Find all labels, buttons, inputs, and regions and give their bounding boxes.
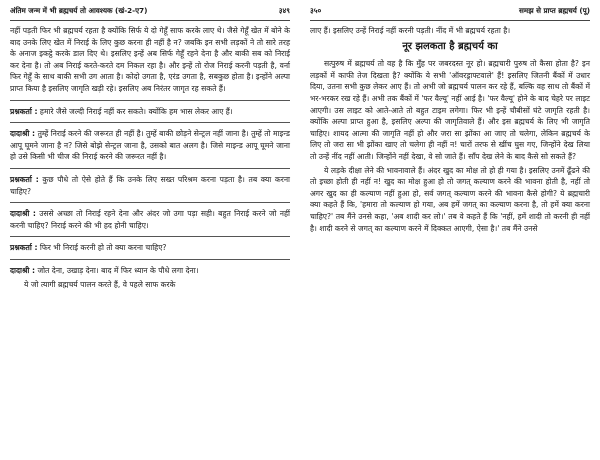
left-page-number: ३४९ xyxy=(278,6,290,15)
section-heading: नूर झलकता है ब्रह्मचर्य का xyxy=(402,40,498,52)
left-page-body xyxy=(10,25,290,290)
answer-1 xyxy=(10,128,290,163)
answer-1-text: तुम्हें निराई करने की जरूरत ही नहीं है। तुम्हें बाकी छोड़ने सेन्ट्रल नहीं जाना है। तुम्हें तो माइन्ड आपू घूमने जाना है न? जिसे बोझे सेन्ट्रल जाना है, उसको बात अलग है। जिसे माइन्ड आपू घूमने जाना हो उसे किसी भी चीज की निराई करने की जरूरत नहीं है। xyxy=(10,129,290,162)
left-closing-paragraph: ये जो त्यागी ब्रह्मचर्य पालन करते हैं, वे पहले साफ करके xyxy=(24,279,176,289)
answer-2-text: उससे अच्छा तो निराई रहने देना और अंदर जो उगा पड़ा सही। बहुत निराई करने जो नहीं करनी चाहिए? निराई करने की भी हद होनी चाहिए। xyxy=(10,209,290,230)
left-header-title: अंतिम जन्म में भी ब्रह्मचर्य तो आवश्यक (खं-2-ए7) xyxy=(10,6,148,15)
dadashri-label: दादाश्री : xyxy=(10,265,36,275)
right-page xyxy=(300,0,600,460)
questioner-label: प्रश्नकर्ता : xyxy=(10,243,38,253)
divider xyxy=(10,259,290,260)
right-paragraph-1: सत्पुरुष में ब्रह्मचर्य तो वह है कि मुँह पर जबरदस्त नूर हो। ब्रह्मचारी पुरुष तो कैसा होता है? इन लड़कों में काफी तेज दिखता है? क्योंकि ये सभी 'ऑवरड्राफ्टवाले' हैं! इसलिए जितनी बैंकों में उधार दिया, उतना सभी कुछ लेकर आए हैं। तो अभी जो ब्रह्मचर्य पालन कर रहे हैं, बल्कि वह साथ तो बैंकों में भर-भरकर रख रहे हैं। अभी तक बैंकों में 'फर वैल्यू' नहीं आई है। 'फर वैल्यू' होने के बाद चेहरे पर लाइट आएगी। उस लाइट को आते-आते तो बहुत टाइम लगेगा। फिर भी इन्हें चौबीसों घंटे जागृति रहती है। क्योंकि अल्पा प्राप्त हुआ है, इसलिए अल्पा की जागृतिवाले हैं। और इस ब्रह्मचर्य के लिए भी जागृति चाहिए। शायद आत्मा की जागृति नहीं हो और जरा सा झोंका आ जाए तो चलेगा, लेकिन ब्रह्मचर्य के लिए तो जरा सा भी झोंका खाए तो चलेगा ही नहीं न! चारों तरफ से खींच घुस गए, जिन्होंने देख लिया तो उन्हें नींद नहीं आती। जिन्होंने नहीं देखा, वे सो जाते हैं। साँप देख लेने के बाद कैसे सो सकते हैं? xyxy=(310,59,590,161)
right-page-number: ३५० xyxy=(310,6,322,15)
divider xyxy=(10,122,290,123)
question-1-text: हमारे जैसे जल्दी निराई नहीं कर सकते। क्योंकि हम भास लेकर आए हैं। xyxy=(39,106,233,116)
left-intro-paragraph: नहीं पड़ती फिर भी ब्रह्मचर्य रहता है क्योंकि सिर्फ ये दो गेहूँ साफ करके लाए थे। जैसे गेहूँ खेत में बोने के बाद उनके लिए खेत में निराई के लिए कुछ करना ही नहीं है न? जबकि इन सभी लड़कों ने तो सारे तरह के अनाज इकट्ठे करके डाल दिए थे। इसलिए इन्हें अब सिर्फ गेहूँ रहने देना है और बाकी सब को निराई कर देना है। तो अब निराई करते-करते दम निकल रहा है। और इन्हें तो रोज निराई करनी पड़ती है, वर्ना फिर गेहूँ के साथ बाकी सभी उग आता है। कोदो उगता है, एरंड उगता है, सबकुछ होता है। इन्होंने अल्पा प्राप्त किया है इसलिए जागृति खड़ी रहे। इसलिए अब निरंतर जागृत रह सकते हैं। xyxy=(10,26,290,93)
right-intro-paragraph: लाए हैं। इसलिए उन्हें निराई नहीं करनी पड़ती। नींद में भी ब्रह्मचर्य रहता है। xyxy=(310,26,511,35)
question-2 xyxy=(10,174,290,197)
divider xyxy=(10,236,290,237)
questioner-label: प्रश्नकर्ता : xyxy=(10,106,38,116)
right-paragraph-2: ये लड़के दीक्षा लेने की भावनावाले हैं। अंदर खुद का मोक्ष तो हो ही गया है। इसलिए उनमें ढूँढने की तो इच्छा होती ही नहीं न! खुद का मोक्ष हुआ हो तो जगत् कल्याण करने की भावना होती है, नहीं तो अगर खुद का ही कल्याण नहीं हुआ हो, सर्व जगत् कल्याण करने की भावना कैसे होगी? ये ब्रह्मचारी क्या कहते हैं कि, 'हमारा तो कल्याण हो गया, अब हमें जगत् का कल्याण करना है, तो हमें क्या करना चाहिए?' तब मैंने उनसे कहा, 'अब शादी कर लो।' तब वे कहते हैं कि 'नहीं, हमें शादी तो करनी ही नहीं है। शादी करने से जगत् का कल्याण करने में दिक्कत आएगी, ऐसा है।' तब मैंने उनसे xyxy=(310,165,590,233)
question-3-text: फिर भी निराई करनी हो तो क्या करना चाहिए? xyxy=(39,243,167,253)
dadashri-label: दादाश्री : xyxy=(10,129,36,139)
divider xyxy=(10,202,290,203)
answer-3 xyxy=(10,265,290,277)
right-page-header xyxy=(310,6,590,21)
divider xyxy=(10,100,290,101)
questioner-label: प्रश्नकर्ता : xyxy=(10,174,39,184)
dadashri-label: दादाश्री : xyxy=(10,209,36,219)
question-2-text: कुछ पौधे तो ऐसे होते हैं कि उनके लिए सख्त परिश्रम करना पड़ता है। तब क्या करना चाहिए? xyxy=(10,174,291,196)
divider xyxy=(10,168,290,169)
left-page-header xyxy=(10,6,290,21)
question-3 xyxy=(10,242,290,254)
right-page-body xyxy=(310,25,590,234)
answer-2 xyxy=(10,208,290,231)
question-1 xyxy=(10,106,290,118)
right-header-title: समझ से प्राप्त ब्रह्मचर्य (पू) xyxy=(519,6,590,15)
answer-3-text: जोत देना, उखाड़ देना। बाद में फिर ध्यान के पौधे लगा देना। xyxy=(37,265,199,275)
